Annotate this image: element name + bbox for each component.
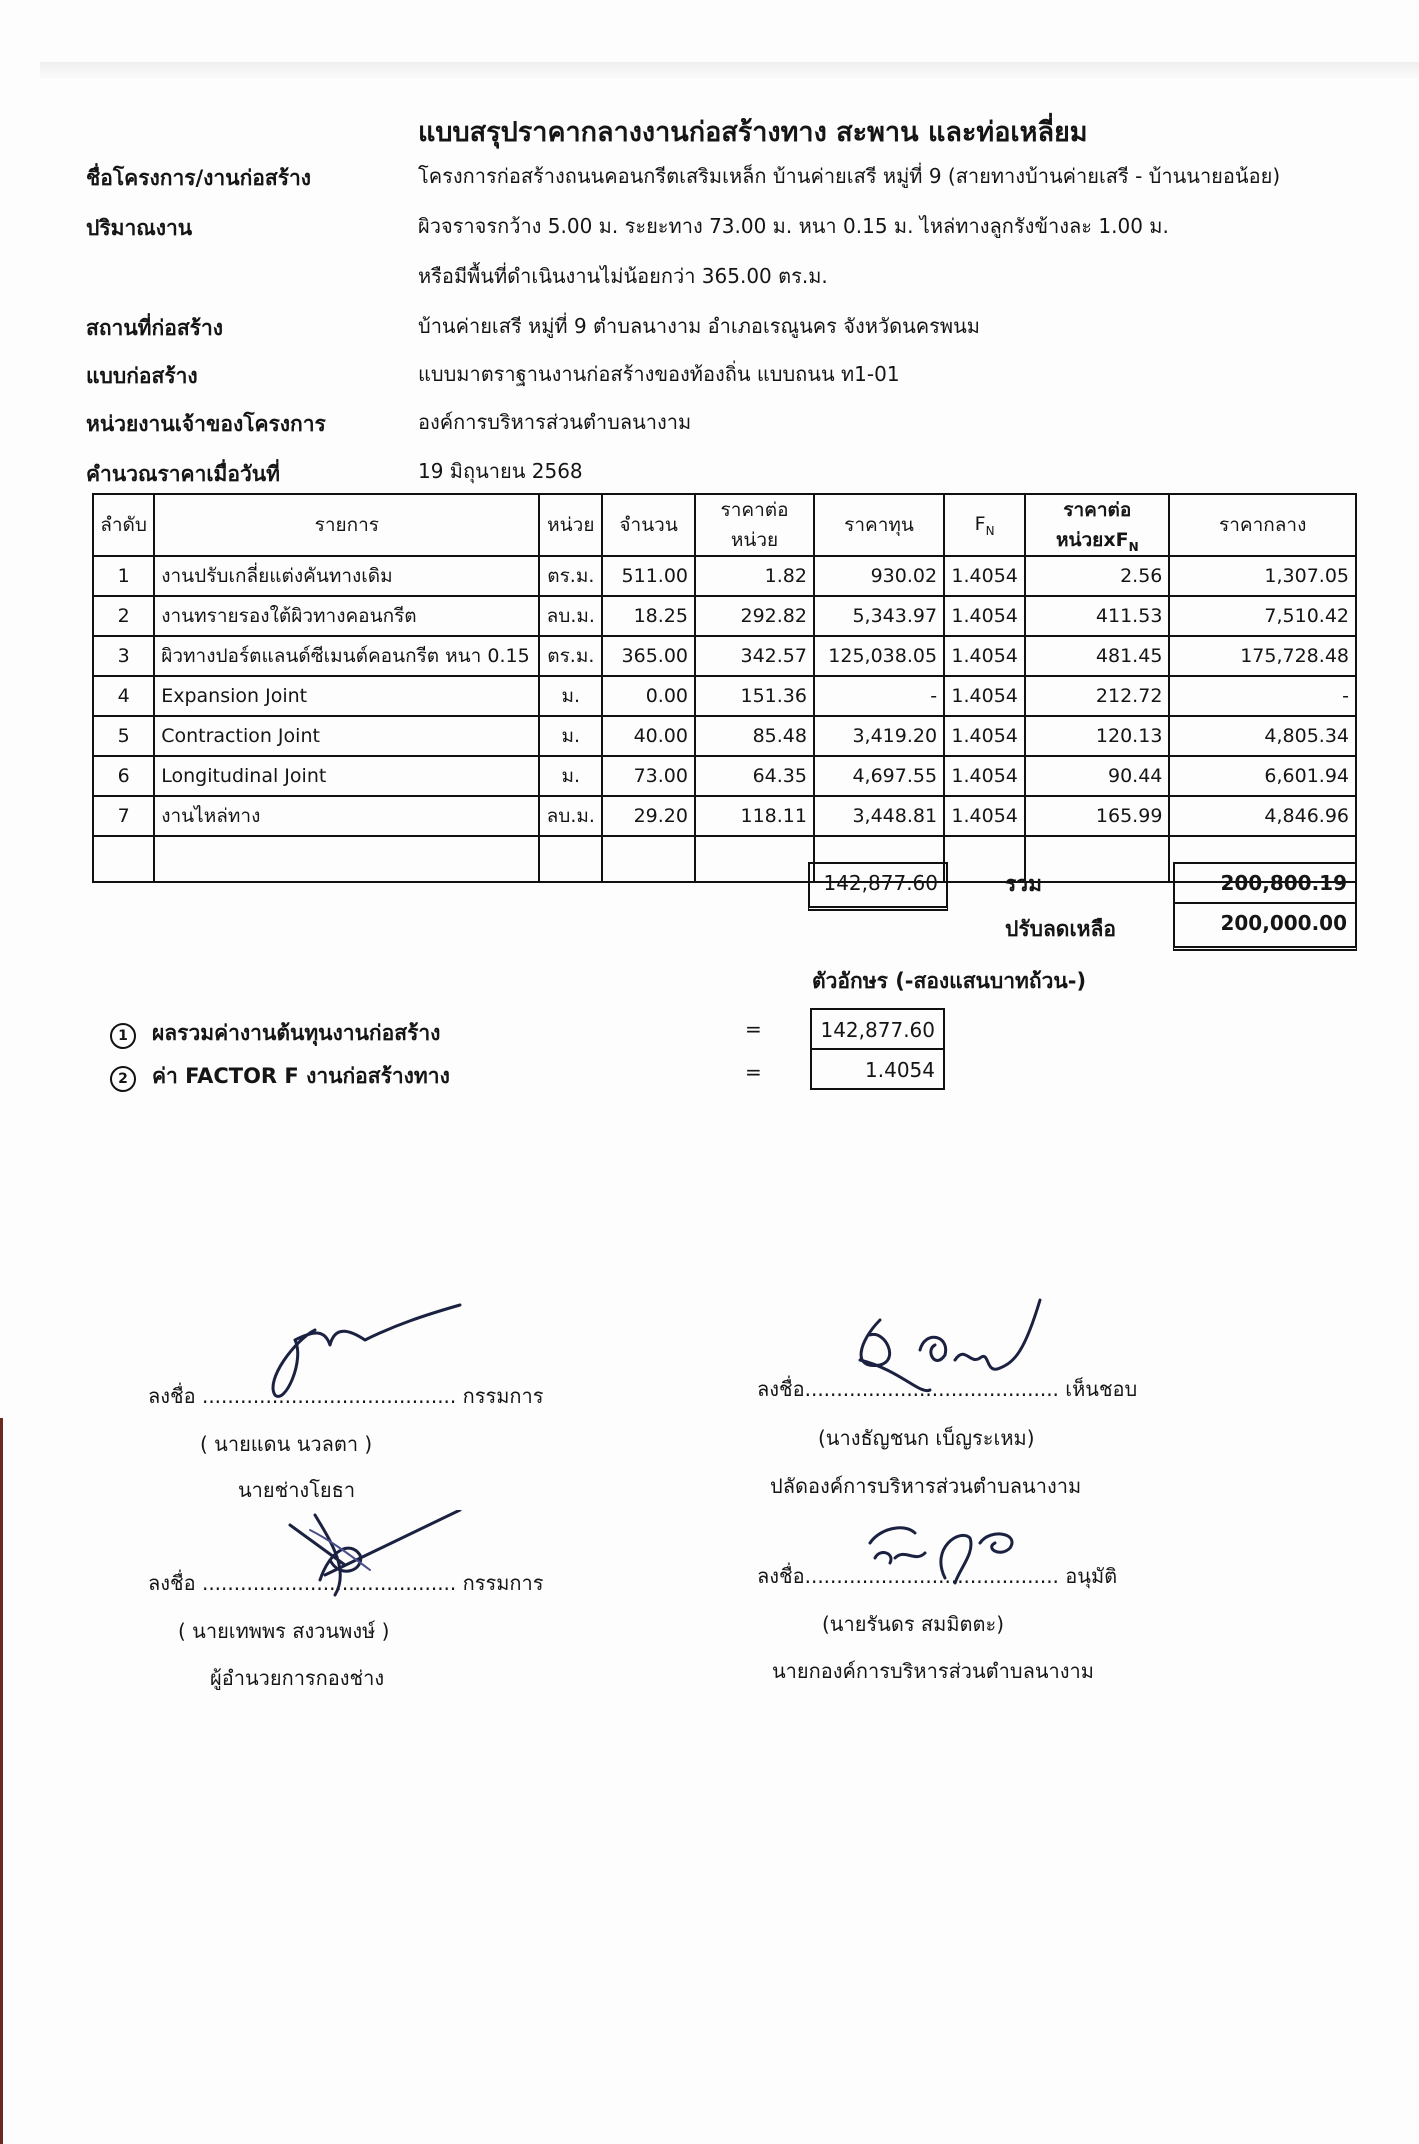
row-qty: 0.00: [602, 676, 695, 716]
summary-row-2: [110, 1060, 450, 1093]
quantity-label: ปริมาณงาน: [86, 216, 193, 240]
quantity-value-2: หรือมีพื้นที่ดำเนินงานไม่น้อยกว่า 365.00 ตร.ม.: [418, 264, 828, 288]
header-qty: จำนวน: [602, 494, 695, 556]
rounded-label: ปรับลดเหลือ: [1005, 917, 1116, 941]
sum-box: [1173, 862, 1357, 902]
row-unit-price-fn: 212.72: [1025, 676, 1169, 716]
row-median-price: -: [1169, 676, 1356, 716]
circled-number-1: 1: [110, 1023, 136, 1049]
empty-cell: [1025, 836, 1169, 882]
location-label: สถานที่ก่อสร้าง: [86, 316, 223, 340]
project-value: โครงการก่อสร้างถนนคอนกรีตเสริมเหล็ก บ้านค่ายเสรี หมู่ที่ 9 (สายทางบ้านค่ายเสรี - บ้านนายอน้อย): [418, 164, 1281, 188]
sign-role-4: อนุมัติ: [1065, 1564, 1118, 1588]
row-cost: 3,419.20: [814, 716, 944, 756]
header-fn-main: F: [974, 512, 986, 535]
signer-name-1: ( นายแดน นวลตา ): [200, 1432, 373, 1456]
empty-cell: [93, 836, 154, 882]
design-label: แบบก่อสร้าง: [86, 364, 198, 388]
row-no: 3: [93, 636, 154, 676]
row-fn: 1.4054: [944, 596, 1025, 636]
row-unit: ตร.ม.: [539, 556, 602, 596]
owner-value: องค์การบริหารส่วนตำบลนางาม: [418, 410, 692, 434]
header-median-price: ราคากลาง: [1169, 494, 1356, 556]
row-unit-price-fn: 411.53: [1025, 596, 1169, 636]
empty-cell: [154, 836, 539, 882]
row-qty: 40.00: [602, 716, 695, 756]
row-unit: ตร.ม.: [539, 636, 602, 676]
signer-name-4: (นายรันดร สมมิตตะ): [822, 1612, 1005, 1636]
row-fn: 1.4054: [944, 716, 1025, 756]
row-no: 2: [93, 596, 154, 636]
summary-box-2: [810, 1048, 945, 1090]
row-unit-price-fn: 2.56: [1025, 556, 1169, 596]
row-no: 6: [93, 756, 154, 796]
amount-in-words: ตัวอักษร (-สองแสนบาทถ้วน-): [812, 969, 1087, 993]
sign-prefix-4: ลงชื่อ: [757, 1564, 805, 1588]
scan-edge: [0, 1418, 3, 2144]
date-label: คำนวณราคาเมื่อวันที่: [86, 462, 281, 486]
row-no: 4: [93, 676, 154, 716]
sign-role-3: เห็นชอบ: [1065, 1377, 1138, 1401]
sign-prefix-3: ลงชื่อ: [757, 1377, 805, 1401]
row-cost: 930.02: [814, 556, 944, 596]
table-header-row: [93, 494, 1356, 556]
signer-position-1: นายช่างโยธา: [238, 1478, 356, 1502]
row-unit: ม.: [539, 716, 602, 756]
empty-cell: [539, 836, 602, 882]
scan-shadow: [40, 62, 1419, 78]
row-unit: ลบ.ม.: [539, 796, 602, 836]
handwritten-signature-1: [255, 1300, 475, 1414]
header-unit: หน่วย: [539, 494, 602, 556]
row-item: งานไหล่ทาง: [154, 796, 539, 836]
summary-eq-1: =: [745, 1017, 762, 1041]
row-fn: 1.4054: [944, 676, 1025, 716]
header-fn: [944, 494, 1025, 556]
row-fn: 1.4054: [944, 796, 1025, 836]
row-unit-price: 64.35: [695, 756, 814, 796]
header-item: รายการ: [154, 494, 539, 556]
row-no: 1: [93, 556, 154, 596]
row-median-price: 1,307.05: [1169, 556, 1356, 596]
signer-position-2: ผู้อำนวยการกองช่าง: [210, 1666, 385, 1690]
row-unit-price-fn: 165.99: [1025, 796, 1169, 836]
table-row: [93, 716, 1356, 756]
empty-cell: [695, 836, 814, 882]
table-row-empty: [93, 836, 1356, 882]
price-table: [92, 493, 1357, 883]
handwritten-signature-3: [840, 1290, 1070, 1404]
row-item: ผิวทางปอร์ตแลนด์ซีเมนต์คอนกรีต หนา 0.15: [154, 636, 539, 676]
signer-position-3: ปลัดองค์การบริหารส่วนตำบลนางาม: [770, 1474, 1082, 1498]
signer-name-3: (นางธัญชนก เบ็ญระเหม): [818, 1426, 1035, 1450]
summary-value-2: 1.4054: [865, 1058, 935, 1082]
quantity-value-1: ผิวจราจรกว้าง 5.00 ม. ระยะทาง 73.00 ม. หนา 0.15 ม. ไหล่ทางลูกรังข้างละ 1.00 ม.: [418, 214, 1169, 238]
row-median-price: 4,805.34: [1169, 716, 1356, 756]
table-row: [93, 636, 1356, 676]
header-unit-price: ราคาต่อหน่วย: [695, 494, 814, 556]
row-median-price: 175,728.48: [1169, 636, 1356, 676]
row-unit: ม.: [539, 756, 602, 796]
owner-label: หน่วยงานเจ้าของโครงการ: [86, 412, 326, 436]
sign-prefix-2: ลงชื่อ: [148, 1571, 196, 1595]
row-unit-price-fn: 481.45: [1025, 636, 1169, 676]
summary-box-1: [810, 1008, 945, 1050]
row-unit-price-fn: 120.13: [1025, 716, 1169, 756]
row-item: งานปรับเกลี่ยแต่งคันทางเดิม: [154, 556, 539, 596]
signer-name-2: ( นายเทพพร สงวนพงษ์ ): [178, 1619, 390, 1643]
signer-position-4: นายกองค์การบริหารส่วนตำบลนางาม: [772, 1659, 1094, 1683]
row-cost: 5,343.97: [814, 596, 944, 636]
header-no: ลำดับ: [93, 494, 154, 556]
handwritten-signature-4: [860, 1518, 1040, 1592]
header-unit-price-fn-sub: N: [1128, 539, 1139, 554]
table-row: [93, 556, 1356, 596]
row-qty: 511.00: [602, 556, 695, 596]
row-median-price: 6,601.94: [1169, 756, 1356, 796]
project-label: ชื่อโครงการ/งานก่อสร้าง: [86, 166, 312, 190]
row-qty: 365.00: [602, 636, 695, 676]
row-item: Expansion Joint: [154, 676, 539, 716]
rounded-box: [1173, 902, 1357, 951]
summary-value-1: 142,877.60: [820, 1018, 935, 1042]
header-unit-price-fn: [1025, 494, 1169, 556]
row-unit-price-fn: 90.44: [1025, 756, 1169, 796]
row-qty: 29.20: [602, 796, 695, 836]
rounded-value: 200,000.00: [1220, 911, 1347, 935]
summary-label-1: ผลรวมค่างานต้นทุนงานก่อสร้าง: [152, 1021, 441, 1045]
row-unit-price: 292.82: [695, 596, 814, 636]
sign-role-2: กรรมการ: [462, 1571, 544, 1595]
header-unit-price-fn-main: ราคาต่อหน่วยxF: [1056, 499, 1132, 551]
row-no: 5: [93, 716, 154, 756]
row-item: งานทรายรองใต้ผิวทางคอนกรีต: [154, 596, 539, 636]
sign-dots-2: ........................................: [201, 1571, 457, 1595]
row-unit-price: 118.11: [695, 796, 814, 836]
sign-dots-3: ........................................: [804, 1377, 1059, 1401]
row-fn: 1.4054: [944, 756, 1025, 796]
row-cost: -: [814, 676, 944, 716]
row-cost: 3,448.81: [814, 796, 944, 836]
row-item: Contraction Joint: [154, 716, 539, 756]
row-item: Longitudinal Joint: [154, 756, 539, 796]
circled-number-2: 2: [110, 1066, 136, 1092]
handwritten-signature-2: [270, 1510, 470, 1604]
design-value: แบบมาตราฐานงานก่อสร้างของท้องถิ่น แบบถนน ท1-01: [418, 362, 900, 386]
empty-cell: [602, 836, 695, 882]
sum-label: รวม: [1005, 872, 1042, 896]
row-median-price: 7,510.42: [1169, 596, 1356, 636]
cost-total-box: [808, 862, 948, 911]
table-row: [93, 756, 1356, 796]
row-no: 7: [93, 796, 154, 836]
row-unit: ลบ.ม.: [539, 596, 602, 636]
header-fn-sub: N: [985, 523, 995, 538]
date-value: 19 มิถุนายน 2568: [418, 459, 583, 483]
header-cost: ราคาทุน: [814, 494, 944, 556]
row-qty: 18.25: [602, 596, 695, 636]
summary-row-1: [110, 1017, 440, 1050]
table-row: [93, 596, 1356, 636]
location-value: บ้านค่ายเสรี หมู่ที่ 9 ตำบลนางาม อำเภอเรณูนคร จังหวัดนครพนม: [418, 314, 980, 338]
row-median-price: 4,846.96: [1169, 796, 1356, 836]
table-row: [93, 796, 1356, 836]
summary-label-2: ค่า FACTOR F งานก่อสร้างทาง: [152, 1064, 450, 1088]
row-cost: 4,697.55: [814, 756, 944, 796]
row-unit: ม.: [539, 676, 602, 716]
summary-eq-2: =: [745, 1060, 762, 1084]
sign-dots-4: ........................................: [804, 1564, 1059, 1588]
sign-dots-1: ........................................: [201, 1384, 457, 1408]
document-title: แบบสรุปราคากลางงานก่อสร้างทาง สะพาน และท่อเหลี่ยม: [418, 117, 1088, 148]
row-unit-price: 1.82: [695, 556, 814, 596]
row-unit-price: 85.48: [695, 716, 814, 756]
row-fn: 1.4054: [944, 636, 1025, 676]
sign-prefix-1: ลงชื่อ: [148, 1384, 196, 1408]
row-qty: 73.00: [602, 756, 695, 796]
row-fn: 1.4054: [944, 556, 1025, 596]
cost-total-value: 142,877.60: [823, 871, 938, 895]
sum-value: 200,800.19: [1220, 871, 1347, 895]
row-unit-price: 151.36: [695, 676, 814, 716]
table-row: [93, 676, 1356, 716]
row-unit-price: 342.57: [695, 636, 814, 676]
sign-role-1: กรรมการ: [462, 1384, 544, 1408]
row-cost: 125,038.05: [814, 636, 944, 676]
